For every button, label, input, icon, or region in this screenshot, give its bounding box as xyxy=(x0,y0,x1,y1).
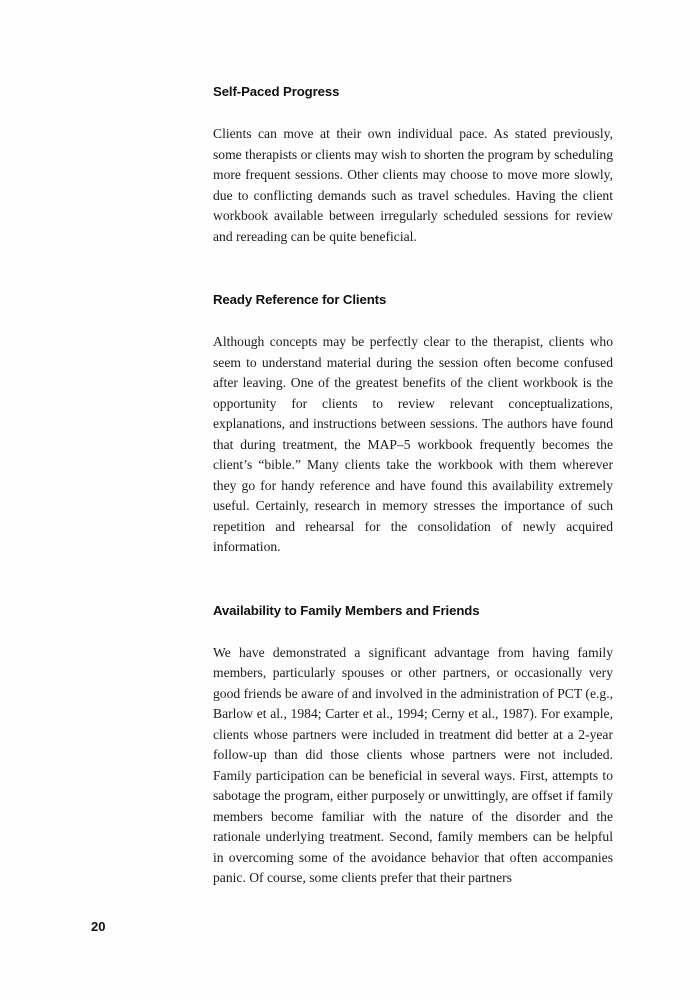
text-column xyxy=(213,84,613,889)
section-heading-self-paced-progress: Self-Paced Progress xyxy=(213,84,340,99)
page-number: 20 xyxy=(91,919,106,934)
section-heading-ready-reference: Ready Reference for Clients xyxy=(213,292,387,307)
section-heading-availability-family: Availability to Family Members and Friends xyxy=(213,602,480,618)
paragraph-availability-family: We have demonstrated a significant advantage from having family members, particularly spouses or other partners, or occasionally very good friends be aware of and involved in the administration of PCT (e.g., Barlow et al., 1984; Carter et al., 1994; Cerny et al., 1987). For example, clients whose partners were included in treatment did better at a 2-year follow-up than did those clients whose partners were not included. Family participation can be beneficial in several ways. First, attempts to sabotage the program, either purposely or unwittingly, are offset if family members become familiar with the nature of the disorder and the rationale underlying treatment. Second, family members can be helpful in overcoming some of the avoidance behavior that often accompanies panic. Of course, some clients prefer that their partners xyxy=(213,644,613,885)
paragraph-ready-reference: Although concepts may be perfectly clear to the therapist, clients who seem to understand material during the session often become confused after leaving. One of the greatest benefits of the client workbook is the opportunity for clients to review relevant conceptualizations, explanations, and instructions between sessions. The authors have found that during treatment, the MAP–5 workbook frequently becomes the client’s “bible.” Many clients take the workbook with them wherever they go for handy reference and have found this availability extremely useful. Certainly, research in memory stresses the importance of such repetition and rehearsal for the consolidation of newly acquired information. xyxy=(213,334,613,554)
paragraph-self-paced-progress: Clients can move at their own individual pace. As stated previously, some therapists or clients may wish to shorten the program by scheduling more frequent sessions. Other clients may choose to move more slowly, due to conflicting demands such as travel schedules. Having the client workbook available between irregularly scheduled sessions for review and rereading can be quite beneficial. xyxy=(213,126,613,244)
